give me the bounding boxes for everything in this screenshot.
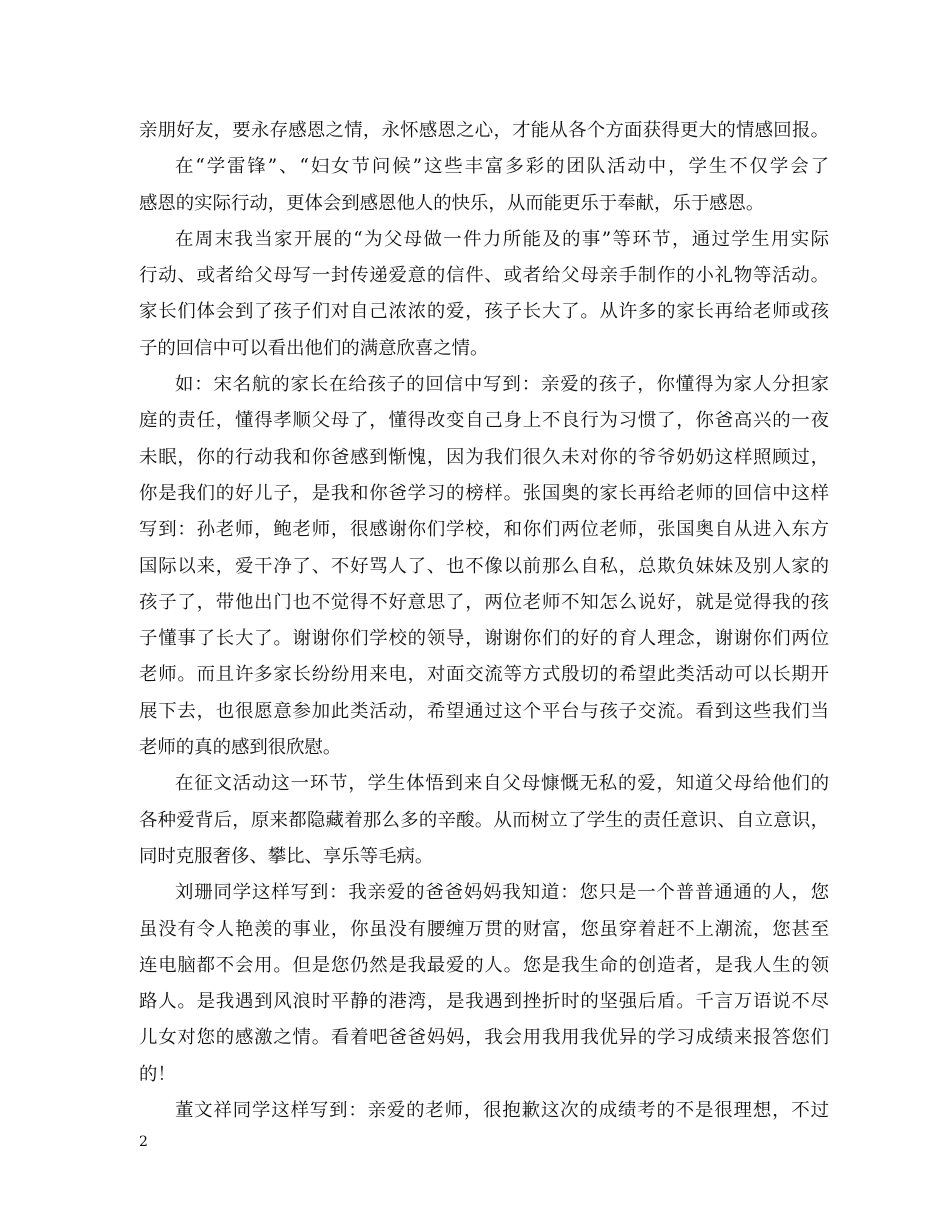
text-line: 路人。是我遇到风浪时平静的港湾，是我遇到挫折时的坚强后盾。千言万语说不尽: [139, 991, 829, 1013]
paragraph-first-line: 如：宋名航的家长在给孩子的回信中写到：亲爱的孩子，你懂得为家人分担家: [175, 374, 829, 396]
text-line: 行动、或者给父母写一封传递爱意的信件、或者给父母亲手制作的小礼物等活动。: [139, 265, 829, 287]
text-line: 子的回信中可以看出他们的满意欣喜之情。: [139, 337, 489, 359]
text-line: 老师。而且许多家长纷纷用来电，对面交流等方式殷切的希望此类活动可以长期开: [139, 664, 829, 686]
paragraph-first-line: 在周末我当家开展的“为父母做一件力所能及的事”等环节，通过学生用实际: [175, 228, 829, 250]
body-text: [139, 113, 829, 1129]
text-line: 的！: [139, 1063, 176, 1085]
paragraph-first-line: 董文祥同学这样写到：亲爱的老师，很抱歉这次的成绩考的不是很理想，不过: [175, 1100, 829, 1122]
text-line: 子懂事了长大了。谢谢你们学校的领导，谢谢你们的好的育人理念，谢谢你们两位: [139, 628, 829, 650]
text-line: 展下去，也很愿意参加此类活动，希望通过这个平台与孩子交流。看到这些我们当: [139, 700, 829, 722]
text-line: 孩子了，带他出门也不觉得不好意思了，两位老师不知怎么说好，就是觉得我的孩: [139, 591, 829, 613]
text-line: 庭的责任，懂得孝顺父母了，懂得改变自己身上不良行为习惯了，你爸高兴的一夜: [139, 410, 829, 432]
text-line: 感恩的实际行动，更体会到感恩他人的快乐，从而能更乐于奉献，乐于感恩。: [139, 192, 765, 214]
text-line: 老师的真的感到很欣慰。: [139, 737, 342, 759]
text-line: 写到：孙老师，鲍老师，很感谢你们学校，和你们两位老师，张国奥自从进入东方: [139, 519, 829, 541]
paragraph-first-line: 在“学雷锋”、“妇女节问候”这些丰富多彩的团队活动中，学生不仅学会了: [175, 156, 829, 178]
page-number: 2: [139, 1134, 148, 1150]
paragraph-first-line: 刘珊同学这样写到：我亲爱的爸爸妈妈我知道：您只是一个普普通通的人，您: [175, 882, 829, 904]
text-line: 未眠，你的行动我和你爸感到惭愧，因为我们很久未对你的爷爷奶奶这样照顾过，: [139, 446, 829, 468]
text-line: 连电脑都不会用。但是您仍然是我最爱的人。您是我生命的创造者，是我人生的领: [139, 954, 829, 976]
text-line: 亲朋好友，要永存感恩之情，永怀感恩之心，才能从各个方面获得更大的情感回报。: [139, 120, 829, 141]
text-line: 各种爱背后，原来都隐藏着那么多的辛酸。从而树立了学生的责任意识、自立意识，: [139, 809, 829, 831]
paragraph-first-line: 在征文活动这一环节，学生体悟到来自父母慷慨无私的爱，知道父母给他们的: [175, 773, 829, 795]
text-line: 你是我们的好儿子，是我和你爸学习的榜样。张国奥的家长再给老师的回信中这样: [139, 482, 829, 504]
text-line: 虽没有令人艳羡的事业，你虽没有腰缠万贯的财富，您虽穿着赶不上潮流，您甚至: [139, 918, 829, 940]
text-line: 儿女对您的感激之情。看着吧爸爸妈妈，我会用我用我优异的学习成绩来报答您们: [139, 1027, 829, 1049]
text-line: 同时克服奢侈、攀比、享乐等毛病。: [139, 845, 434, 867]
text-line: 家长们体会到了孩子们对自己浓浓的爱，孩子长大了。从许多的家长再给老师或孩: [139, 301, 829, 323]
text-line: 国际以来，爱干净了、不好骂人了、也不像以前那么自私，总欺负妹妹及别人家的: [139, 555, 829, 577]
